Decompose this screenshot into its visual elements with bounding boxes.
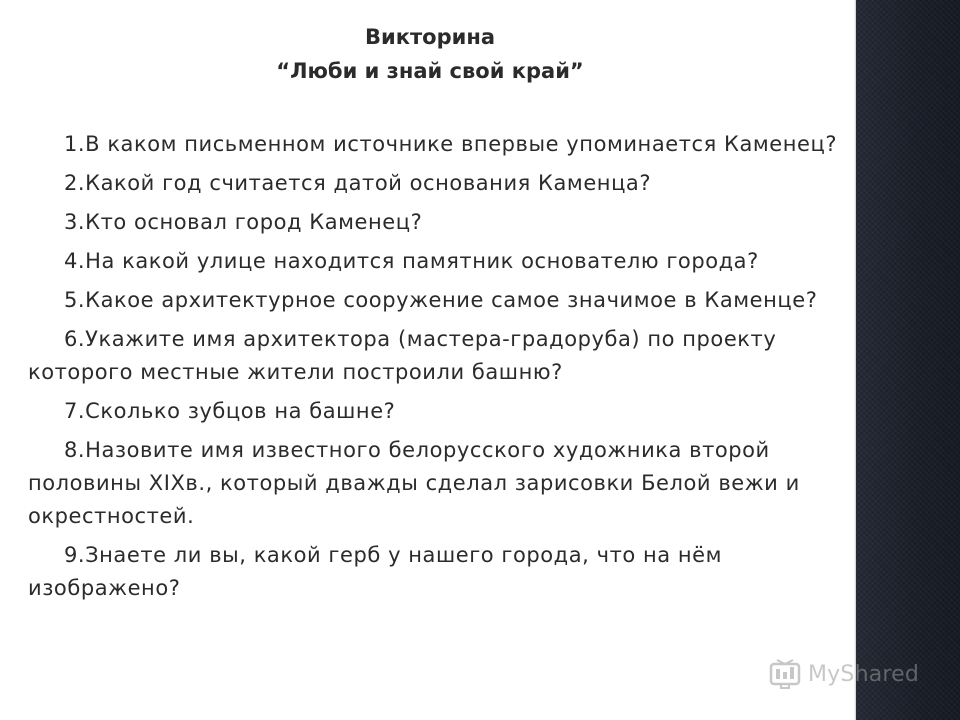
decorative-sidebar (856, 0, 960, 720)
question-item: 3.Кто основал город Каменец? (64, 210, 423, 234)
question-item: 6.Укажите имя архитектора (мастера-градоруба) по проекту которого местные жители построили башню? (28, 327, 777, 384)
question-item: 2.Какой год считается датой основания Каменца? (64, 171, 652, 195)
question-list (28, 128, 838, 611)
question-item: 1.В каком письменном источнике впервые упоминается Каменец? (64, 132, 838, 156)
myshared-logo-icon (768, 658, 802, 690)
watermark-text: MyShared (808, 661, 920, 687)
slide-title (160, 20, 700, 88)
title-line-1: Викторина (365, 25, 495, 49)
title-line-2: “Люби и знай свой край” (276, 59, 584, 83)
question-item: 8.Назовите имя известного белорусского художника второй половины XIXв., который дважды сделал зарисовки Белой вежи и окрестностей. (28, 438, 800, 528)
question-item: 5.Какое архитектурное сооружение самое значимое в Каменце? (64, 288, 818, 312)
question-item: 4.На какой улице находится памятник основателю города? (64, 249, 759, 273)
question-item: 7.Сколько зубцов на башне? (64, 399, 396, 423)
watermark (768, 656, 919, 692)
question-item: 9.Знаете ли вы, какой герб у нашего города, что на нём изображено? (28, 543, 723, 600)
